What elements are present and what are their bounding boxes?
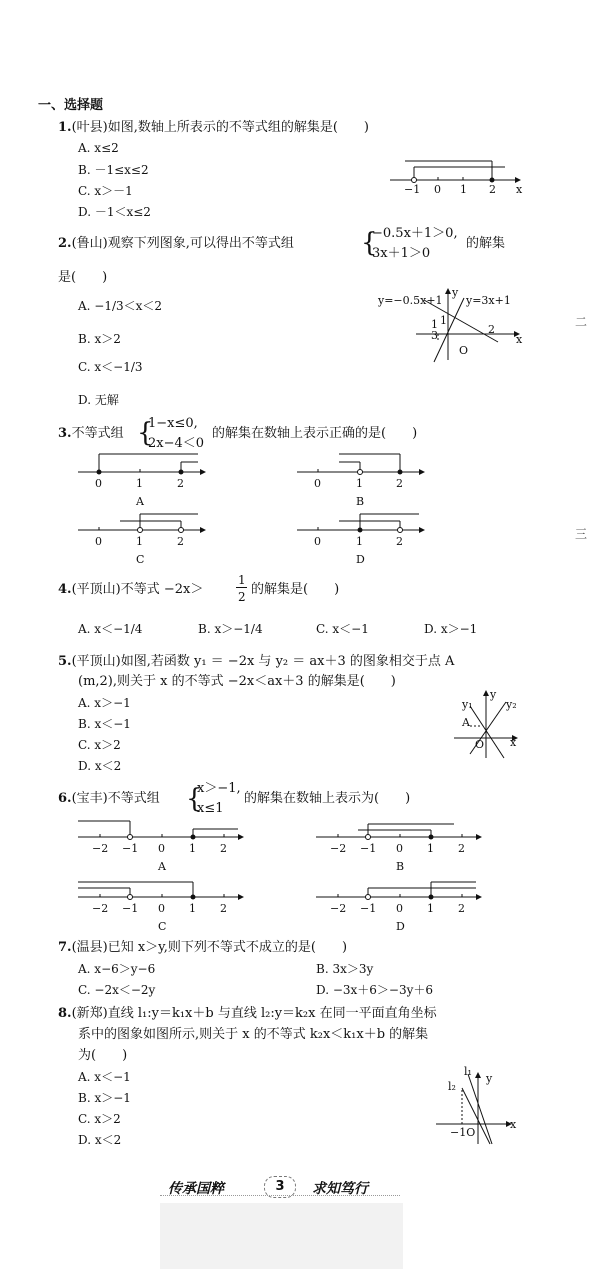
option-label-b[interactable]: B <box>396 860 405 873</box>
q2-text: 的解集 <box>466 236 506 251</box>
q1-tick: −1 <box>404 183 421 196</box>
q6-text: 的解集在数轴上表示为( ) <box>244 791 411 806</box>
tick: −2 <box>92 902 109 915</box>
q3-text: 的解集在数轴上表示正确的是( ) <box>212 426 418 441</box>
q2-graph <box>376 286 526 362</box>
side-glyph: 三 <box>574 527 587 541</box>
footer-right-motto: 求知笃行 <box>312 1181 368 1197</box>
q1-number-line <box>390 155 523 196</box>
q6-system-line-1: x＞−1, <box>197 781 241 796</box>
page-number: 3 <box>264 1176 296 1198</box>
tick: 0 <box>95 535 102 548</box>
tick: 0 <box>314 477 321 490</box>
q3-system-line-2: 2x−4＜0 <box>148 436 205 451</box>
q6-line-d <box>316 878 486 936</box>
q2-option-b[interactable]: B. x＞2 <box>78 332 121 346</box>
tick: 2 <box>177 477 184 490</box>
q3-line-d <box>297 510 437 568</box>
option-label-b[interactable]: B <box>356 495 365 508</box>
q5-axis-y: y <box>490 688 497 701</box>
fraction-bar <box>236 587 247 588</box>
tick: 2 <box>220 842 227 855</box>
q2-option-d[interactable]: D. 无解 <box>78 393 119 407</box>
option-label-d[interactable]: D <box>356 553 365 566</box>
q2-system-line-1: −0.5x＋1＞0, <box>372 226 458 241</box>
q8-option-c[interactable]: C. x＞2 <box>78 1112 121 1126</box>
q4-option-d[interactable]: D. x＞−1 <box>424 622 478 636</box>
q5-graph <box>450 688 520 760</box>
side-glyph: 二 <box>574 315 587 329</box>
section-title: 一、选择题 <box>38 98 104 113</box>
question-1: 1.(叶县)如图,数轴上所表示的不等式组的解集是( ) <box>58 120 369 135</box>
q4-text: 的解集是( ) <box>251 582 340 597</box>
option-label-a[interactable]: A <box>158 860 166 873</box>
q4-fraction-den: 2 <box>238 590 246 604</box>
q1-axis-x: x <box>516 183 523 196</box>
tick: 1 <box>427 902 434 915</box>
tick: 2 <box>396 535 403 548</box>
q8-label-l1: l₁ <box>464 1065 472 1078</box>
tick: 2 <box>177 535 184 548</box>
tick: 2 <box>396 477 403 490</box>
tick: 1 <box>427 842 434 855</box>
q3-line-b <box>297 452 437 510</box>
q6-line-b <box>316 818 486 876</box>
tick: 1 <box>356 477 363 490</box>
q8-label-neg1-origin: −1O <box>450 1126 476 1139</box>
q3-system-line-1: 1−x≤0, <box>148 416 198 431</box>
footer-divider <box>160 1195 400 1196</box>
tick: −1 <box>360 902 377 915</box>
q1-option-c[interactable]: C. x＞－1 <box>78 184 133 198</box>
q5-origin: O <box>475 738 485 751</box>
option-label-c[interactable]: C <box>158 920 167 933</box>
option-label-c[interactable]: C <box>136 553 145 566</box>
tick: −2 <box>330 842 347 855</box>
q4-option-c[interactable]: C. x＜−1 <box>316 622 369 636</box>
q8-text-line-2: 系中的图象如图所示,则关于 x 的不等式 k₂x＜k₁x＋b 的解集 <box>78 1027 429 1042</box>
q2-text: 是( ) <box>58 270 108 285</box>
q1-option-a[interactable]: A. x≤2 <box>78 141 119 155</box>
brace: { <box>137 418 154 448</box>
brace: { <box>186 784 203 814</box>
tick: −1 <box>122 842 139 855</box>
brace: { <box>361 228 378 258</box>
q3-line-c <box>78 510 218 568</box>
q5-option-d[interactable]: D. x＜2 <box>78 759 122 773</box>
question-3: 3.不等式组 <box>58 426 124 441</box>
q8-option-b[interactable]: B. x＞−1 <box>78 1091 131 1105</box>
q5-option-a[interactable]: A. x＞−1 <box>78 696 131 710</box>
q2-label-frac-den: 3 <box>431 329 438 342</box>
q8-label-l2: l₂ <box>448 1080 456 1093</box>
q2-label-two: 2 <box>488 323 495 336</box>
question-5: 5.(平顶山)如图,若函数 y₁ ＝ −2x 与 y₂ ＝ ax＋3 的图象相交于点 A <box>58 654 455 669</box>
q5-option-c[interactable]: C. x＞2 <box>78 738 121 752</box>
q4-option-b[interactable]: B. x＞−1/4 <box>198 622 263 636</box>
q5-axis-x: x <box>510 736 517 749</box>
bottom-shaded-area <box>160 1203 403 1269</box>
tick: 0 <box>396 842 403 855</box>
tick: 2 <box>458 902 465 915</box>
q7-option-d[interactable]: D. −3x＋6＞−3y＋6 <box>316 983 434 997</box>
q8-option-d[interactable]: D. x＜2 <box>78 1133 122 1147</box>
q8-text-line-3: 为( ) <box>78 1048 128 1063</box>
q2-option-a[interactable]: A. −1/3＜x＜2 <box>78 299 163 313</box>
tick: 1 <box>189 902 196 915</box>
q2-label-l2: y=3x+1 <box>466 294 511 307</box>
page-footer <box>160 1176 400 1198</box>
q1-tick: 0 <box>434 183 441 196</box>
q8-axis-x: x <box>510 1118 517 1131</box>
q7-option-a[interactable]: A. x−6＞y−6 <box>78 962 156 976</box>
q2-system-line-2: 3x＋1＞0 <box>372 246 431 261</box>
q2-origin: O <box>459 344 469 357</box>
q4-fraction-num: 1 <box>238 573 246 587</box>
option-label-d[interactable]: D <box>396 920 405 933</box>
q8-option-a[interactable]: A. x＜−1 <box>78 1070 131 1084</box>
tick: −2 <box>330 902 347 915</box>
question-4: 4.(平顶山)不等式 −2x＞ <box>58 582 204 597</box>
q4-option-a[interactable]: A. x＜−1/4 <box>78 622 143 636</box>
q5-label-y2: y₂ <box>506 698 517 711</box>
q2-label-l1: y=−0.5x+1 <box>378 294 443 307</box>
tick: 0 <box>158 842 165 855</box>
tick: 1 <box>189 842 196 855</box>
tick: 2 <box>220 902 227 915</box>
question-8: 8.(新郑)直线 l₁:y＝k₁x＋b 与直线 l₂:y＝k₂x 在同一平面直角坐标 <box>58 1006 437 1021</box>
tick: −1 <box>122 902 139 915</box>
q8-graph <box>432 1066 522 1146</box>
q5-text-line-2: (m,2),则关于 x 的不等式 −2x＜ax＋3 的解集是( ) <box>78 674 396 689</box>
tick: 0 <box>158 902 165 915</box>
q1-tick: 2 <box>489 183 496 196</box>
q1-option-d[interactable]: D. －1＜x≤2 <box>78 205 151 219</box>
tick: 2 <box>458 842 465 855</box>
q2-label-frac-num: 1 <box>431 318 438 331</box>
q6-line-a <box>78 818 248 876</box>
tick: 1 <box>136 477 143 490</box>
q2-label-one: 1 <box>440 314 447 327</box>
question-2: 2.(鲁山)观察下列图象,可以得出不等式组 <box>58 236 294 251</box>
tick: 0 <box>95 477 102 490</box>
q6-line-c <box>78 878 248 936</box>
q2-axis-y: y <box>452 286 459 299</box>
tick: 0 <box>396 902 403 915</box>
q1-option-b[interactable]: B. －1≤x≤2 <box>78 163 149 177</box>
question-7: 7.(温县)已知 x＞y,则下列不等式不成立的是( ) <box>58 940 348 955</box>
footer-left-motto: 传承国粹 <box>168 1181 224 1197</box>
option-label-a[interactable]: A <box>136 495 144 508</box>
q2-axis-x: x <box>516 333 523 346</box>
question-6: 6.(宝丰)不等式组 <box>58 791 160 806</box>
q5-point-a: A <box>462 716 470 729</box>
q7-option-b[interactable]: B. 3x＞3y <box>316 962 374 976</box>
q2-option-c[interactable]: C. x＜−1/3 <box>78 360 143 374</box>
tick: 1 <box>356 535 363 548</box>
tick: 0 <box>314 535 321 548</box>
tick: −1 <box>360 842 377 855</box>
q5-option-b[interactable]: B. x＜−1 <box>78 717 131 731</box>
q6-system-line-2: x≤1 <box>197 801 224 816</box>
q1-tick: 1 <box>460 183 467 196</box>
q8-axis-y: y <box>486 1072 493 1085</box>
q5-label-y1: y₁ <box>462 698 473 711</box>
tick: −2 <box>92 842 109 855</box>
tick: 1 <box>136 535 143 548</box>
q7-option-c[interactable]: C. −2x＜−2y <box>78 983 156 997</box>
q3-line-a <box>78 452 218 510</box>
